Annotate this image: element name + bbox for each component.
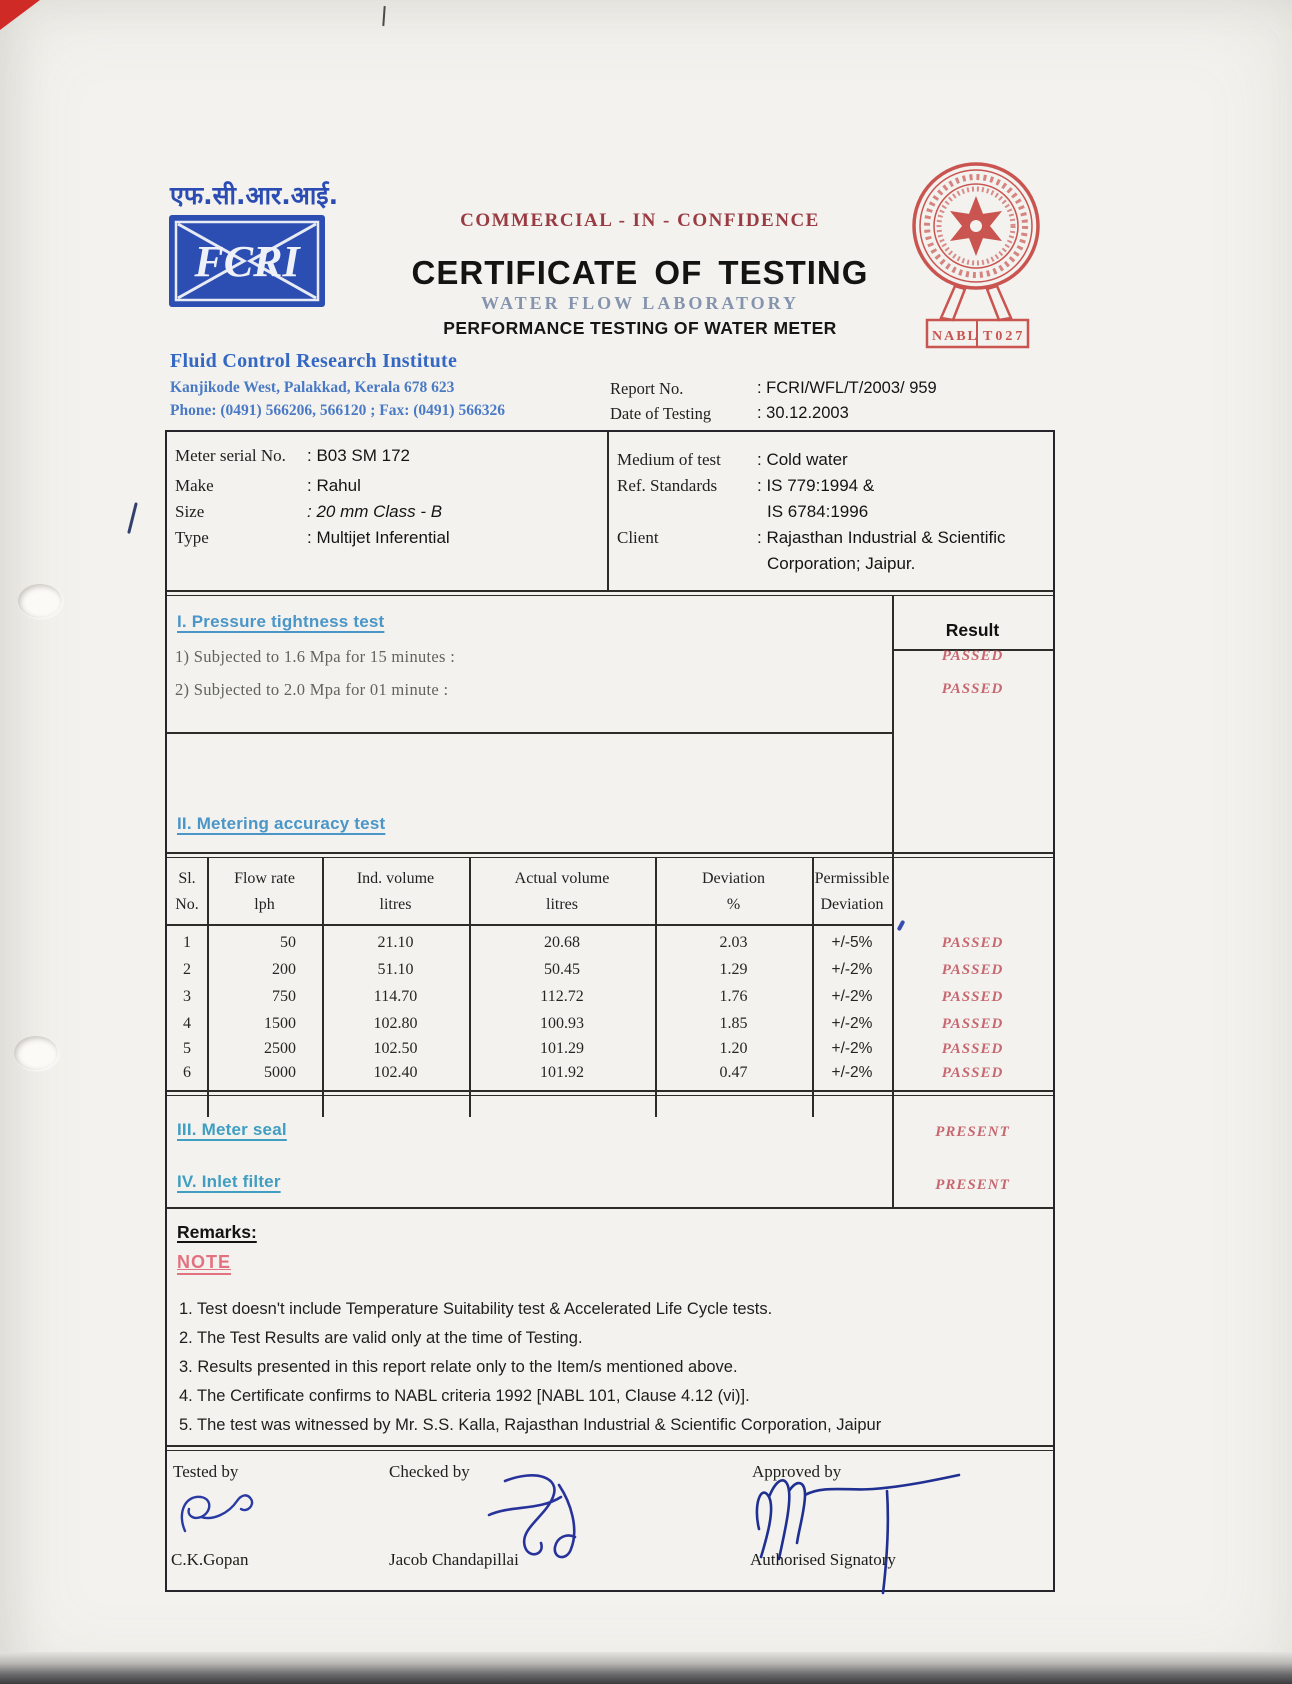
col-header-permissible: Permissible Deviation bbox=[814, 870, 890, 913]
fcri-devanagari-title: एफ.सी.आर.आई. bbox=[170, 181, 339, 210]
col-header-ind: Ind. volume litres bbox=[356, 870, 435, 913]
table-row: 1 50 21.10 20.68 2.03 +/-5% bbox=[183, 934, 873, 951]
row-result-stamp: PASSED bbox=[941, 989, 1004, 1005]
remark-item: 3. Results presented in this report relate only to the Item/s mentioned above. bbox=[179, 1358, 738, 1376]
ref-standards-label: Ref. Standards bbox=[617, 476, 718, 495]
pressure-test-item: 2) Subjected to 2.0 Mpa for 01 minute : bbox=[175, 680, 449, 699]
inlet-filter-stamp: PRESENT bbox=[935, 1177, 1010, 1193]
ref-standards-value2: IS 6784:1996 bbox=[767, 502, 869, 521]
seal-nabl-text: NABL bbox=[932, 329, 979, 344]
tested-by-label: Tested by bbox=[173, 1462, 239, 1481]
pen-tick-top bbox=[382, 6, 385, 26]
pressure-test-title: I. Pressure tightness test bbox=[177, 612, 385, 631]
main-table-box bbox=[165, 430, 1055, 1592]
institute-address: Kanjikode West, Palakkad, Kerala 678 623 bbox=[170, 379, 455, 396]
remark-item: 2. The Test Results are valid only at the time of Testing. bbox=[179, 1329, 583, 1347]
result-stamp: PASSED bbox=[941, 681, 1004, 697]
remark-item: 4. The Certificate confirms to NABL criteria 1992 [NABL 101, Clause 4.12 (vi)]. bbox=[179, 1387, 750, 1405]
pen-slash-mark bbox=[127, 502, 137, 534]
nabl-seal-icon bbox=[900, 140, 1052, 356]
col-header-flow: Flow rate lph bbox=[234, 870, 295, 913]
approved-by-name: Authorised Signatory bbox=[750, 1550, 896, 1569]
note-stamp: NOTE bbox=[177, 1252, 231, 1275]
header-center bbox=[340, 210, 940, 339]
result-stamp: PASSED bbox=[941, 648, 1004, 664]
table-row: 5 2500 102.50 101.29 1.20 +/-2% bbox=[183, 1040, 873, 1057]
svg-text:FCRI: FCRI bbox=[194, 237, 300, 286]
col-header-actual: Actual volume litres bbox=[514, 870, 610, 913]
meter-divider bbox=[607, 432, 609, 590]
meter-type-label: Type bbox=[175, 528, 209, 547]
table-row: 4 1500 102.80 100.93 1.85 +/-2% bbox=[183, 1015, 873, 1032]
scan-edge-strip bbox=[0, 1652, 1292, 1684]
ref-standards-value: : IS 779:1994 & bbox=[757, 476, 875, 495]
medium-label: Medium of test bbox=[617, 450, 721, 469]
meter-seal-title: III. Meter seal bbox=[177, 1120, 287, 1139]
medium-value: : Cold water bbox=[757, 450, 848, 469]
page-title: CERTIFICATE OF TESTING bbox=[411, 254, 869, 291]
client-value2: Corporation; Jaipur. bbox=[767, 554, 916, 573]
col-header-deviation: Deviation % bbox=[701, 870, 766, 913]
institute-phone: Phone: (0491) 566206, 566120 ; Fax: (0491) 566326 bbox=[170, 402, 505, 419]
meter-size-label: Size bbox=[175, 502, 205, 521]
row-result-stamp: PASSED bbox=[941, 962, 1004, 978]
fcri-logo-icon bbox=[168, 214, 326, 308]
remark-item: 5. The test was witnessed by Mr. S.S. Kalla, Rajasthan Industrial & Scientific Corporation, Jaipur bbox=[179, 1416, 882, 1434]
confidence-line: COMMERCIAL - IN - CONFIDENCE bbox=[460, 210, 820, 231]
seal-code-text: T027 bbox=[983, 329, 1026, 344]
meter-size-value: : 20 mm Class - B bbox=[307, 502, 443, 521]
inlet-filter-title: IV. Inlet filter bbox=[177, 1172, 281, 1191]
meter-serial-value: : B03 SM 172 bbox=[307, 446, 411, 465]
row-result-stamp: PASSED bbox=[941, 1065, 1004, 1081]
remark-item: 1. Test doesn't include Temperature Suitability test & Accelerated Life Cycle tests. bbox=[179, 1300, 773, 1318]
meter-type-value: : Multijet Inferential bbox=[307, 528, 450, 547]
date-of-testing-label: Date of Testing bbox=[610, 404, 712, 423]
result-header: Result bbox=[945, 620, 1000, 640]
table-row: 2 200 51.10 50.45 1.29 +/-2% bbox=[183, 961, 873, 978]
checked-by-name: Jacob Chandapillai bbox=[389, 1550, 519, 1569]
pressure-test-item: 1) Subjected to 1.6 Mpa for 15 minutes : bbox=[175, 647, 456, 666]
row-result-stamp: PASSED bbox=[941, 1041, 1004, 1057]
row-result-stamp: PASSED bbox=[941, 1016, 1004, 1032]
meter-seal-stamp: PRESENT bbox=[935, 1124, 1010, 1140]
client-label: Client bbox=[617, 528, 659, 547]
remarks-heading: Remarks: bbox=[177, 1222, 257, 1242]
date-of-testing-value: : 30.12.2003 bbox=[757, 404, 849, 422]
col-header-sl: Sl. No. bbox=[175, 870, 199, 913]
punch-hole bbox=[18, 584, 62, 618]
institute-name: Fluid Control Research Institute bbox=[170, 350, 458, 372]
table-row: 6 5000 102.40 101.92 0.47 +/-2% bbox=[183, 1064, 873, 1081]
tested-signature bbox=[175, 1487, 261, 1543]
performance-subtitle: PERFORMANCE TESTING OF WATER METER bbox=[443, 318, 837, 338]
accuracy-test-title: II. Metering accuracy test bbox=[177, 814, 386, 833]
approved-signature bbox=[745, 1467, 995, 1597]
meter-make-value: : Rahul bbox=[307, 476, 361, 495]
red-corner-mark bbox=[0, 0, 40, 30]
table-row: 3 750 114.70 112.72 1.76 +/-2% bbox=[183, 988, 873, 1005]
client-value: : Rajasthan Industrial & Scientific bbox=[757, 528, 1006, 547]
punch-hole bbox=[14, 1036, 58, 1070]
row-result-stamp: PASSED bbox=[941, 935, 1004, 951]
meter-serial-label: Meter serial No. bbox=[175, 446, 286, 465]
tested-by-name: C.K.Gopan bbox=[171, 1550, 249, 1569]
report-no-value: : FCRI/WFL/T/2003/ 959 bbox=[757, 379, 937, 397]
report-no-label: Report No. bbox=[610, 379, 684, 398]
checked-by-label: Checked by bbox=[389, 1462, 470, 1481]
lab-subtitle: WATER FLOW LABORATORY bbox=[480, 293, 800, 313]
approved-by-label: Approved by bbox=[752, 1462, 842, 1481]
meter-make-label: Make bbox=[175, 476, 214, 495]
